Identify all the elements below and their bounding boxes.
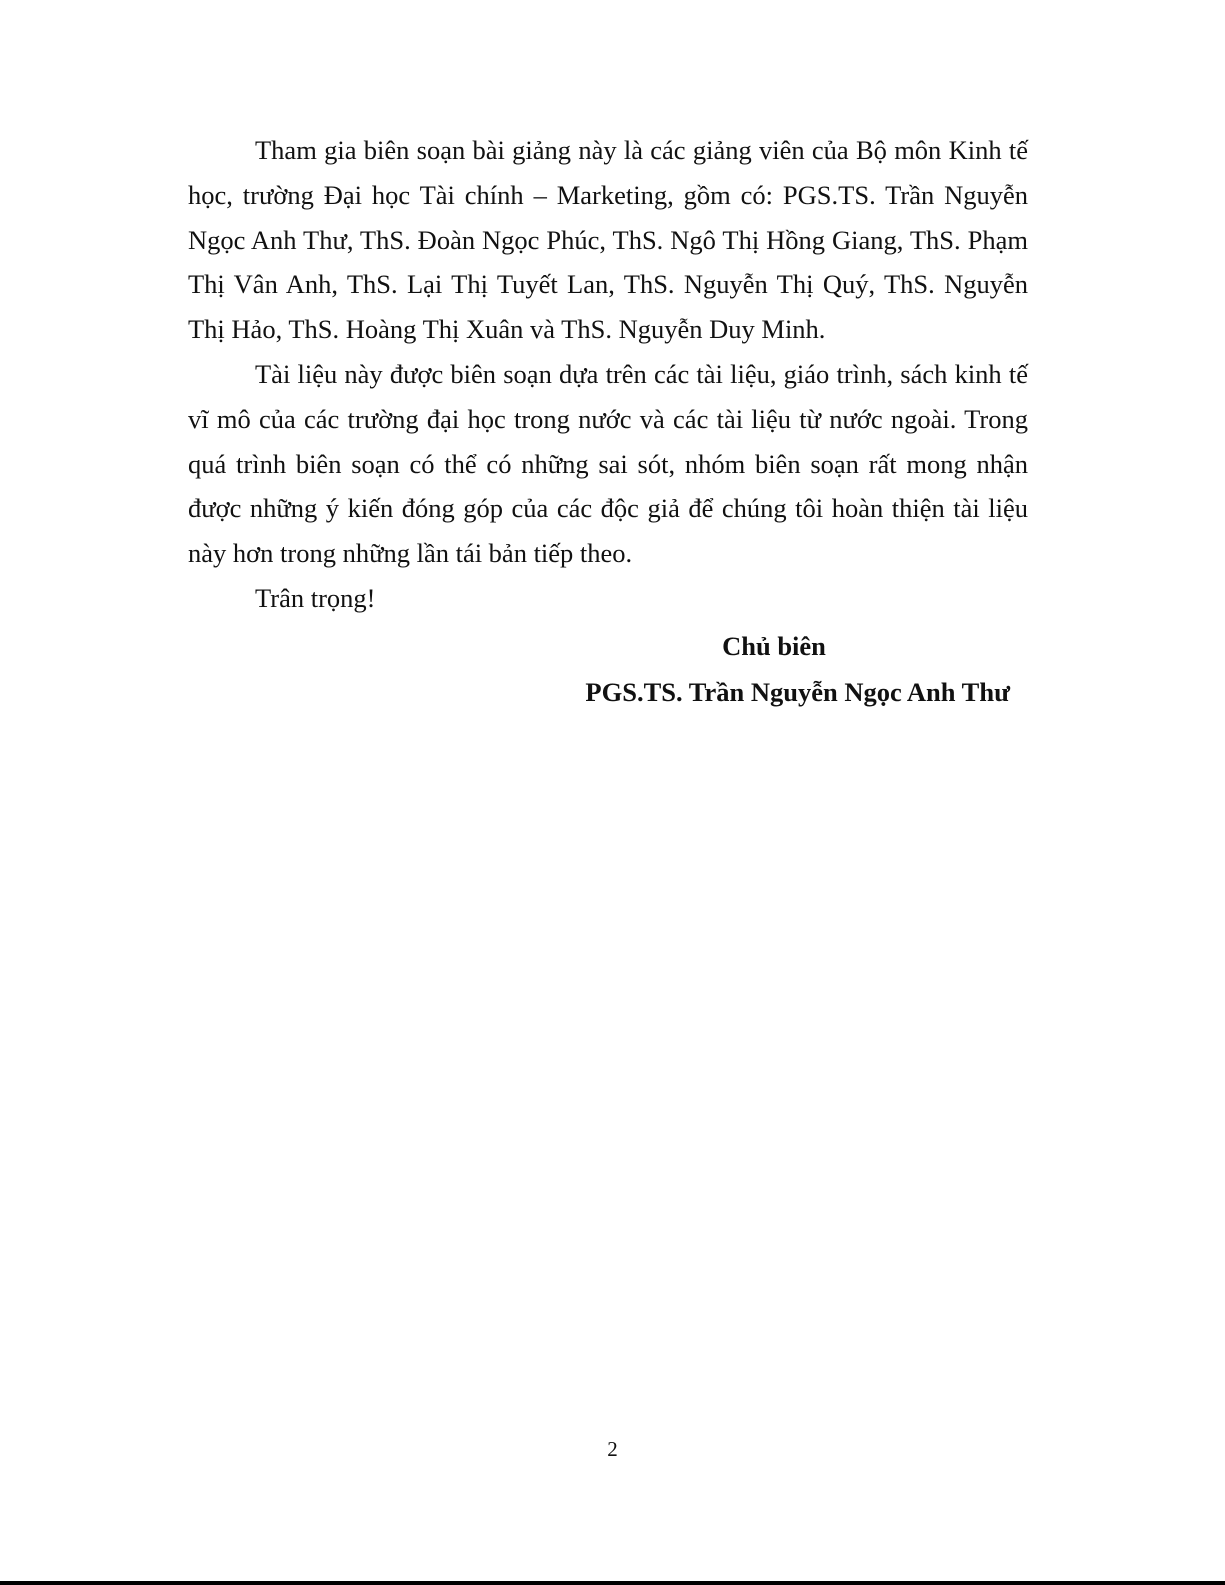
page-number: 2 <box>607 1437 618 1461</box>
paragraph-sources: Tài liệu này được biên soạn dựa trên các tài liệu, giáo trình, sách kinh tế vĩ mô của các trường đại học trong nước và các tài liệu từ nước ngoài. Trong quá trình biên soạn có thể có những sai sót, nhóm biên soạn rất mong nhận được những ý kiến đóng góp của các độc giả để chúng tôi hoàn thiện tài liệu này hơn trong những lần tái bản tiếp theo. <box>188 358 1028 569</box>
closing-line: Trân trọng! <box>255 582 376 613</box>
signature-title: Chủ biên <box>722 631 826 661</box>
paragraph-contributors: Tham gia biên soạn bài giảng này là các giảng viên của Bộ môn Kinh tế học, trường Đại học Tài chính – Marketing, gồm có: PGS.TS. Trần Nguyễn Ngọc Anh Thư, ThS. Đoàn Ngọc Phúc, ThS. Ngô Thị Hồng Giang, ThS. Phạm Thị Vân Anh, ThS. Lại Thị Tuyết Lan, ThS. Nguyễn Thị Quý, ThS. Nguyễn Thị Hảo, ThS. Hoàng Thị Xuân và ThS. Nguyễn Duy Minh. <box>188 135 1028 345</box>
document-body <box>188 128 1028 621</box>
signature-name: PGS.TS. Trần Nguyễn Ngọc Anh Thư <box>585 677 1010 707</box>
bottom-border <box>0 1581 1225 1585</box>
